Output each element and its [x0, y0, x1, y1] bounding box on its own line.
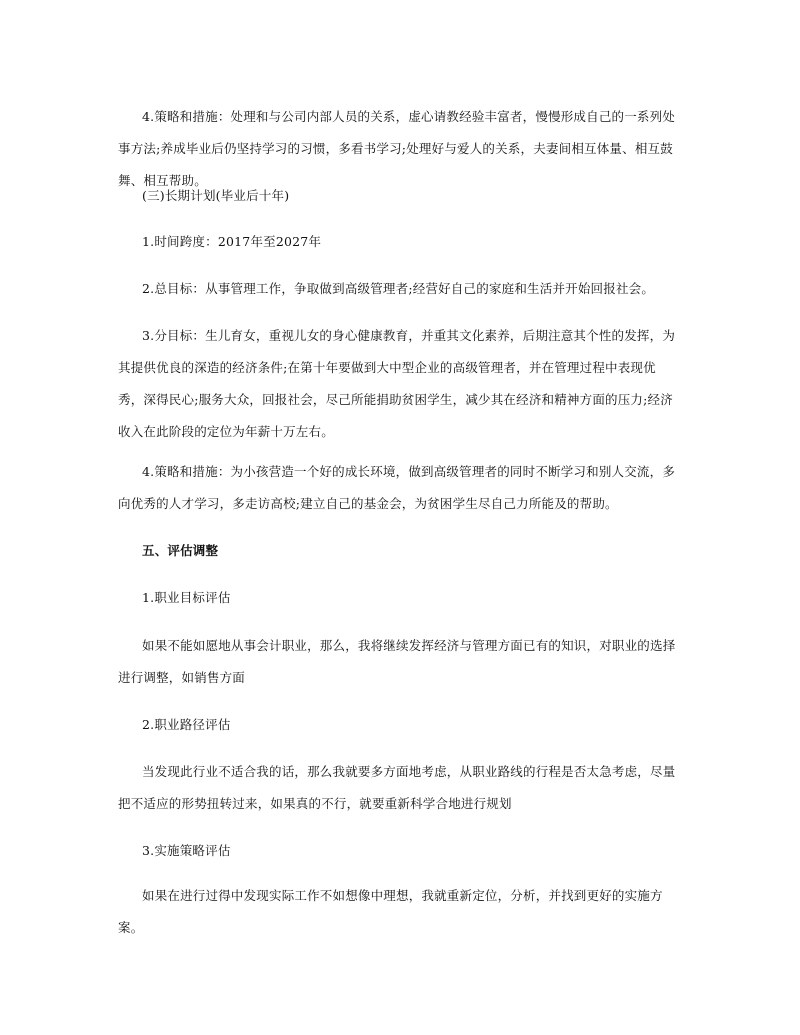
paragraph-overall-goal: 2.总目标：从事管理工作，争取做到高级管理者;经营好自己的家庭和生活并开始回报社会。	[142, 281, 655, 296]
paragraph-strategy-measures-mid-term: 4.策略和措施：处理和与公司内部人员的关系，虚心请教经验丰富者，慢慢形成自己的一系列处事方法;养成毕业后仍坚持学习的习惯，多看书学习;处理好与爱人的关系，夫妻间相互体量、相互鼓舞、相互帮助。	[118, 109, 676, 188]
section-heading-long-term-plan: (三)长期计划(毕业后十年)	[142, 188, 290, 203]
paragraph-strategy-measures-long-term: 4.策略和措施：为小孩营造一个好的成长环境，做到高级管理者的同时不断学习和别人交流，多向优秀的人才学习，多走访高校;建立自己的基金会，为贫困学生尽自己力所能及的帮助。	[118, 464, 676, 511]
paragraph-strategy-evaluation: 如果在进行过得中发现实际工作不如想像中理想，我就重新定位，分析，并找到更好的实施方案。	[118, 888, 663, 935]
paragraph-time-span: 1.时间跨度：2017年至2027年	[142, 234, 322, 249]
paragraph-career-goal-evaluation: 如果不能如愿地从事会计职业，那么，我将继续发挥经济与管理方面已有的知识，对职业的选择进行调整，如销售方面	[118, 638, 676, 685]
paragraph-career-path-evaluation: 当发现此行业不适合我的话，那么我就要多方面地考虑，从职业路线的行程是否太急考虑，尽量把不适应的形势扭转过来，如果真的不行，就要重新科学合地进行规划	[118, 764, 676, 811]
paragraph-sub-goals: 3.分目标：生儿育女，重视儿女的身心健康教育，并重其文化素养，后期注意其个性的发挥，为其提供优良的深造的经济条件;在第十年要做到大中型企业的高级管理者，并在管理过程中表现优秀，深得民心;服务大众，回报社会，尽己所能捐助贫困学生，减少其在经济和精神方面的压力;经济收入在此阶段的定位为年薪十万左右。	[118, 328, 676, 439]
subheading-career-goal-evaluation: 1.职业目标评估	[142, 590, 231, 605]
subheading-strategy-evaluation: 3.实施策略评估	[142, 843, 231, 858]
subheading-career-path-evaluation: 2.职业路径评估	[142, 717, 231, 732]
section-heading-evaluation: 五、评估调整	[142, 543, 219, 558]
